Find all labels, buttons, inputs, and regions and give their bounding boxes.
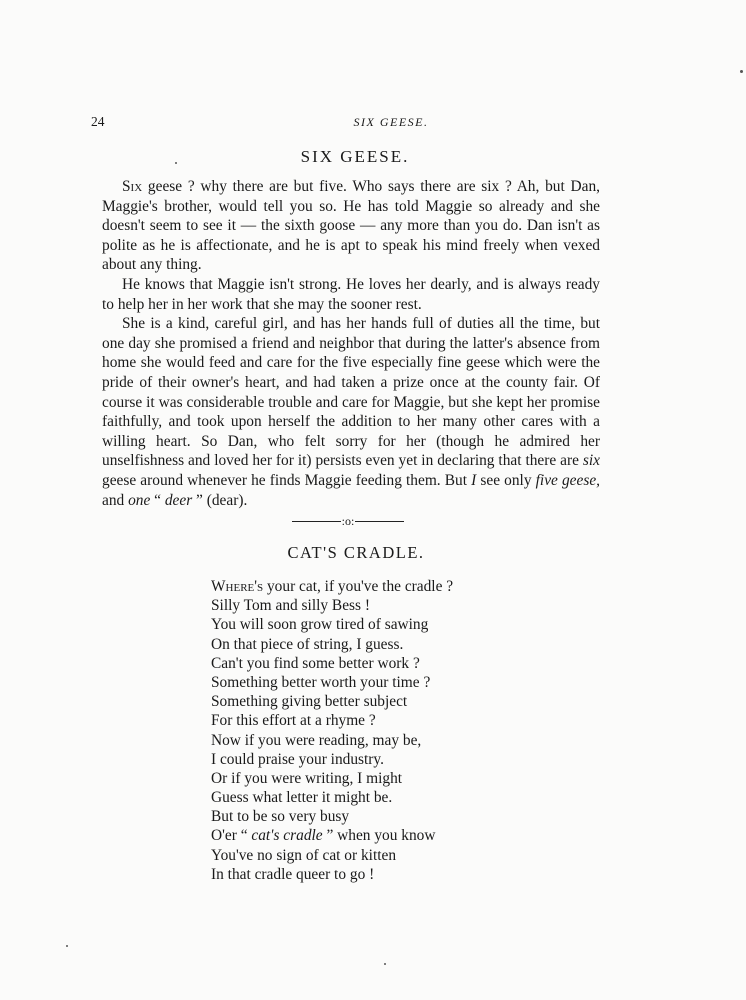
- drop-word: Six: [122, 178, 143, 195]
- running-head: [91, 114, 691, 132]
- story-title: SIX GEESE.: [300, 147, 410, 166]
- ink-speck: [175, 162, 177, 164]
- italic-word: five geese,: [535, 471, 600, 489]
- poem-line: [211, 577, 531, 596]
- poem-line: In that cradle queer to go !: [211, 865, 375, 883]
- drop-word: Where's: [211, 578, 264, 595]
- running-title: SIX GEESE.: [353, 115, 429, 129]
- poem-line: Now if you were reading, may be,: [211, 731, 422, 749]
- story-paragraph: [102, 177, 600, 275]
- paragraph-text: “: [150, 491, 165, 509]
- divider-rule-left: [292, 521, 341, 522]
- poem-line: You will soon grow tired of sawing: [211, 616, 429, 634]
- story-paragraph: He knows that Maggie isn't strong. He loves her dearly, and is always ready to help her in her work that she may the sooner rest.: [102, 275, 600, 313]
- poem-line: Or if you were writing, I might: [211, 769, 403, 787]
- paragraph-text: ” (dear).: [192, 491, 248, 509]
- poem-line: But to be so very busy: [211, 808, 350, 826]
- italic-word: six: [582, 452, 600, 470]
- poem-line: For this effort at a rhyme ?: [211, 712, 376, 730]
- ink-speck: [66, 945, 68, 947]
- paragraph-text: geese ? why there are but five. Who says there are six ? Ah, but Dan, Maggie's brother, would tell you so. He has told Maggie so already and she doesn't seem to see it — the sixth goose — any more than you do. Dan isn't as polite as he is affectionate, and he is apt to speak his mind freely when vexed about any thing.: [102, 178, 600, 274]
- poem-line-text: your cat, if you've the cradle ?: [263, 578, 454, 595]
- divider-ornament: :o:: [341, 513, 355, 528]
- paragraph-text: geese around whenever he finds Maggie feeding them. But: [102, 471, 472, 489]
- ink-speck: [740, 70, 743, 73]
- page-number: 24: [91, 114, 105, 129]
- poem-title: CAT'S CRADLE.: [287, 543, 425, 562]
- poem-line: Silly Tom and silly Bess !: [211, 597, 370, 615]
- poem-line-text: ” when you know: [322, 827, 436, 845]
- divider-rule-right: [355, 521, 404, 522]
- italic-word: deer: [164, 491, 193, 509]
- paragraph-text: see only: [476, 471, 536, 489]
- poem-body: [211, 577, 531, 884]
- poem-line: Can't you find some better work ?: [211, 654, 420, 672]
- story-paragraph: [102, 314, 600, 510]
- poem-line: [211, 826, 531, 845]
- poem-line: On that piece of string, I guess.: [211, 635, 404, 653]
- italic-word: I: [471, 471, 477, 489]
- poem-line: Guess what letter it might be.: [211, 789, 393, 807]
- paragraph-text: and: [102, 491, 129, 509]
- poem-line: I could praise your industry.: [211, 750, 384, 768]
- italic-phrase: cat's cradle: [251, 827, 323, 845]
- ink-speck: [384, 963, 386, 965]
- paragraph-text: She is a kind, careful girl, and has her hands full of duties all the time, but one day she promised a friend and neighbor that during the latter's absence from home she would feed and care for the five especially fine geese which were the pride of their owner's heart, and had taken a prize once at the county fair. Of course it was considerable trouble and care for Maggie, but she kept her promise faithfully, and took upon herself the addition to her many other cares with a willing heart. So Dan, who felt sorry for her (though he admired her unselfishness and loved her for it) persists even yet in declaring that there are: [102, 315, 600, 470]
- italic-word: one: [128, 491, 151, 509]
- poem-line: Something giving better subject: [211, 693, 408, 711]
- poem-line: You've no sign of cat or kitten: [211, 846, 397, 864]
- story-body: [102, 177, 600, 510]
- poem-line-text: O'er “: [211, 827, 252, 845]
- section-divider: [292, 514, 404, 528]
- poem-line: Something better worth your time ?: [211, 673, 431, 691]
